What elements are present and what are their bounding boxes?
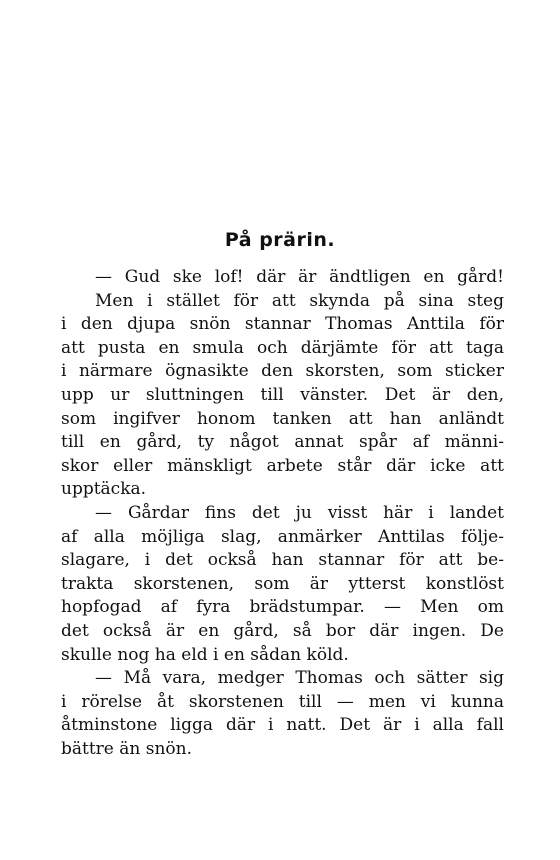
text-line: slagare, i det också han stannar för att be- [61, 550, 504, 571]
text-line: — Gud ske lof! där är ändtligen en gård! [95, 267, 504, 287]
text-line: hopfogad af fyra brädstumpar. — Men om [61, 597, 504, 618]
text-line: upptäcka. [61, 479, 147, 500]
text-line: — Må vara, medger Thomas och sätter sig [95, 668, 504, 689]
text-line: Men i stället för att skynda på sina steg [95, 290, 504, 311]
text-line: upp ur sluttningen till vänster. Det är den, [61, 384, 504, 405]
text-line: till en gård, ty något annat spår af männi- [61, 432, 504, 453]
text-line: af alla möjliga slag, anmärker Anttilas följe- [61, 526, 504, 547]
text-line: — Gårdar fins det ju visst här i landet [95, 502, 504, 523]
chapter-title: På prärin. [224, 229, 336, 251]
text-line: att pusta en smula och därjämte för att taga [61, 337, 504, 358]
text-line: som ingifver honom tanken att han anländt [61, 408, 504, 429]
body-text [61, 266, 504, 761]
text-line: i närmare ögnasikte den skorsten, som sticker [61, 361, 504, 382]
text-line: skor eller mänskligt arbete står där icke att [61, 455, 504, 476]
text-line: trakta skorstenen, som är ytterst konstlöst [61, 573, 504, 594]
text-line: skulle nog ha eld i en sådan köld. [61, 644, 349, 665]
text-line: i rörelse åt skorstenen till — men vi kunna [61, 691, 504, 712]
text-line: bättre än snön. [61, 738, 193, 759]
text-line: åtminstone ligga där i natt. Det är i alla fall [61, 715, 504, 736]
text-line: det också är en gård, så bor där ingen. De [61, 620, 504, 641]
text-line: i den djupa snön stannar Thomas Anttila för [61, 314, 504, 335]
